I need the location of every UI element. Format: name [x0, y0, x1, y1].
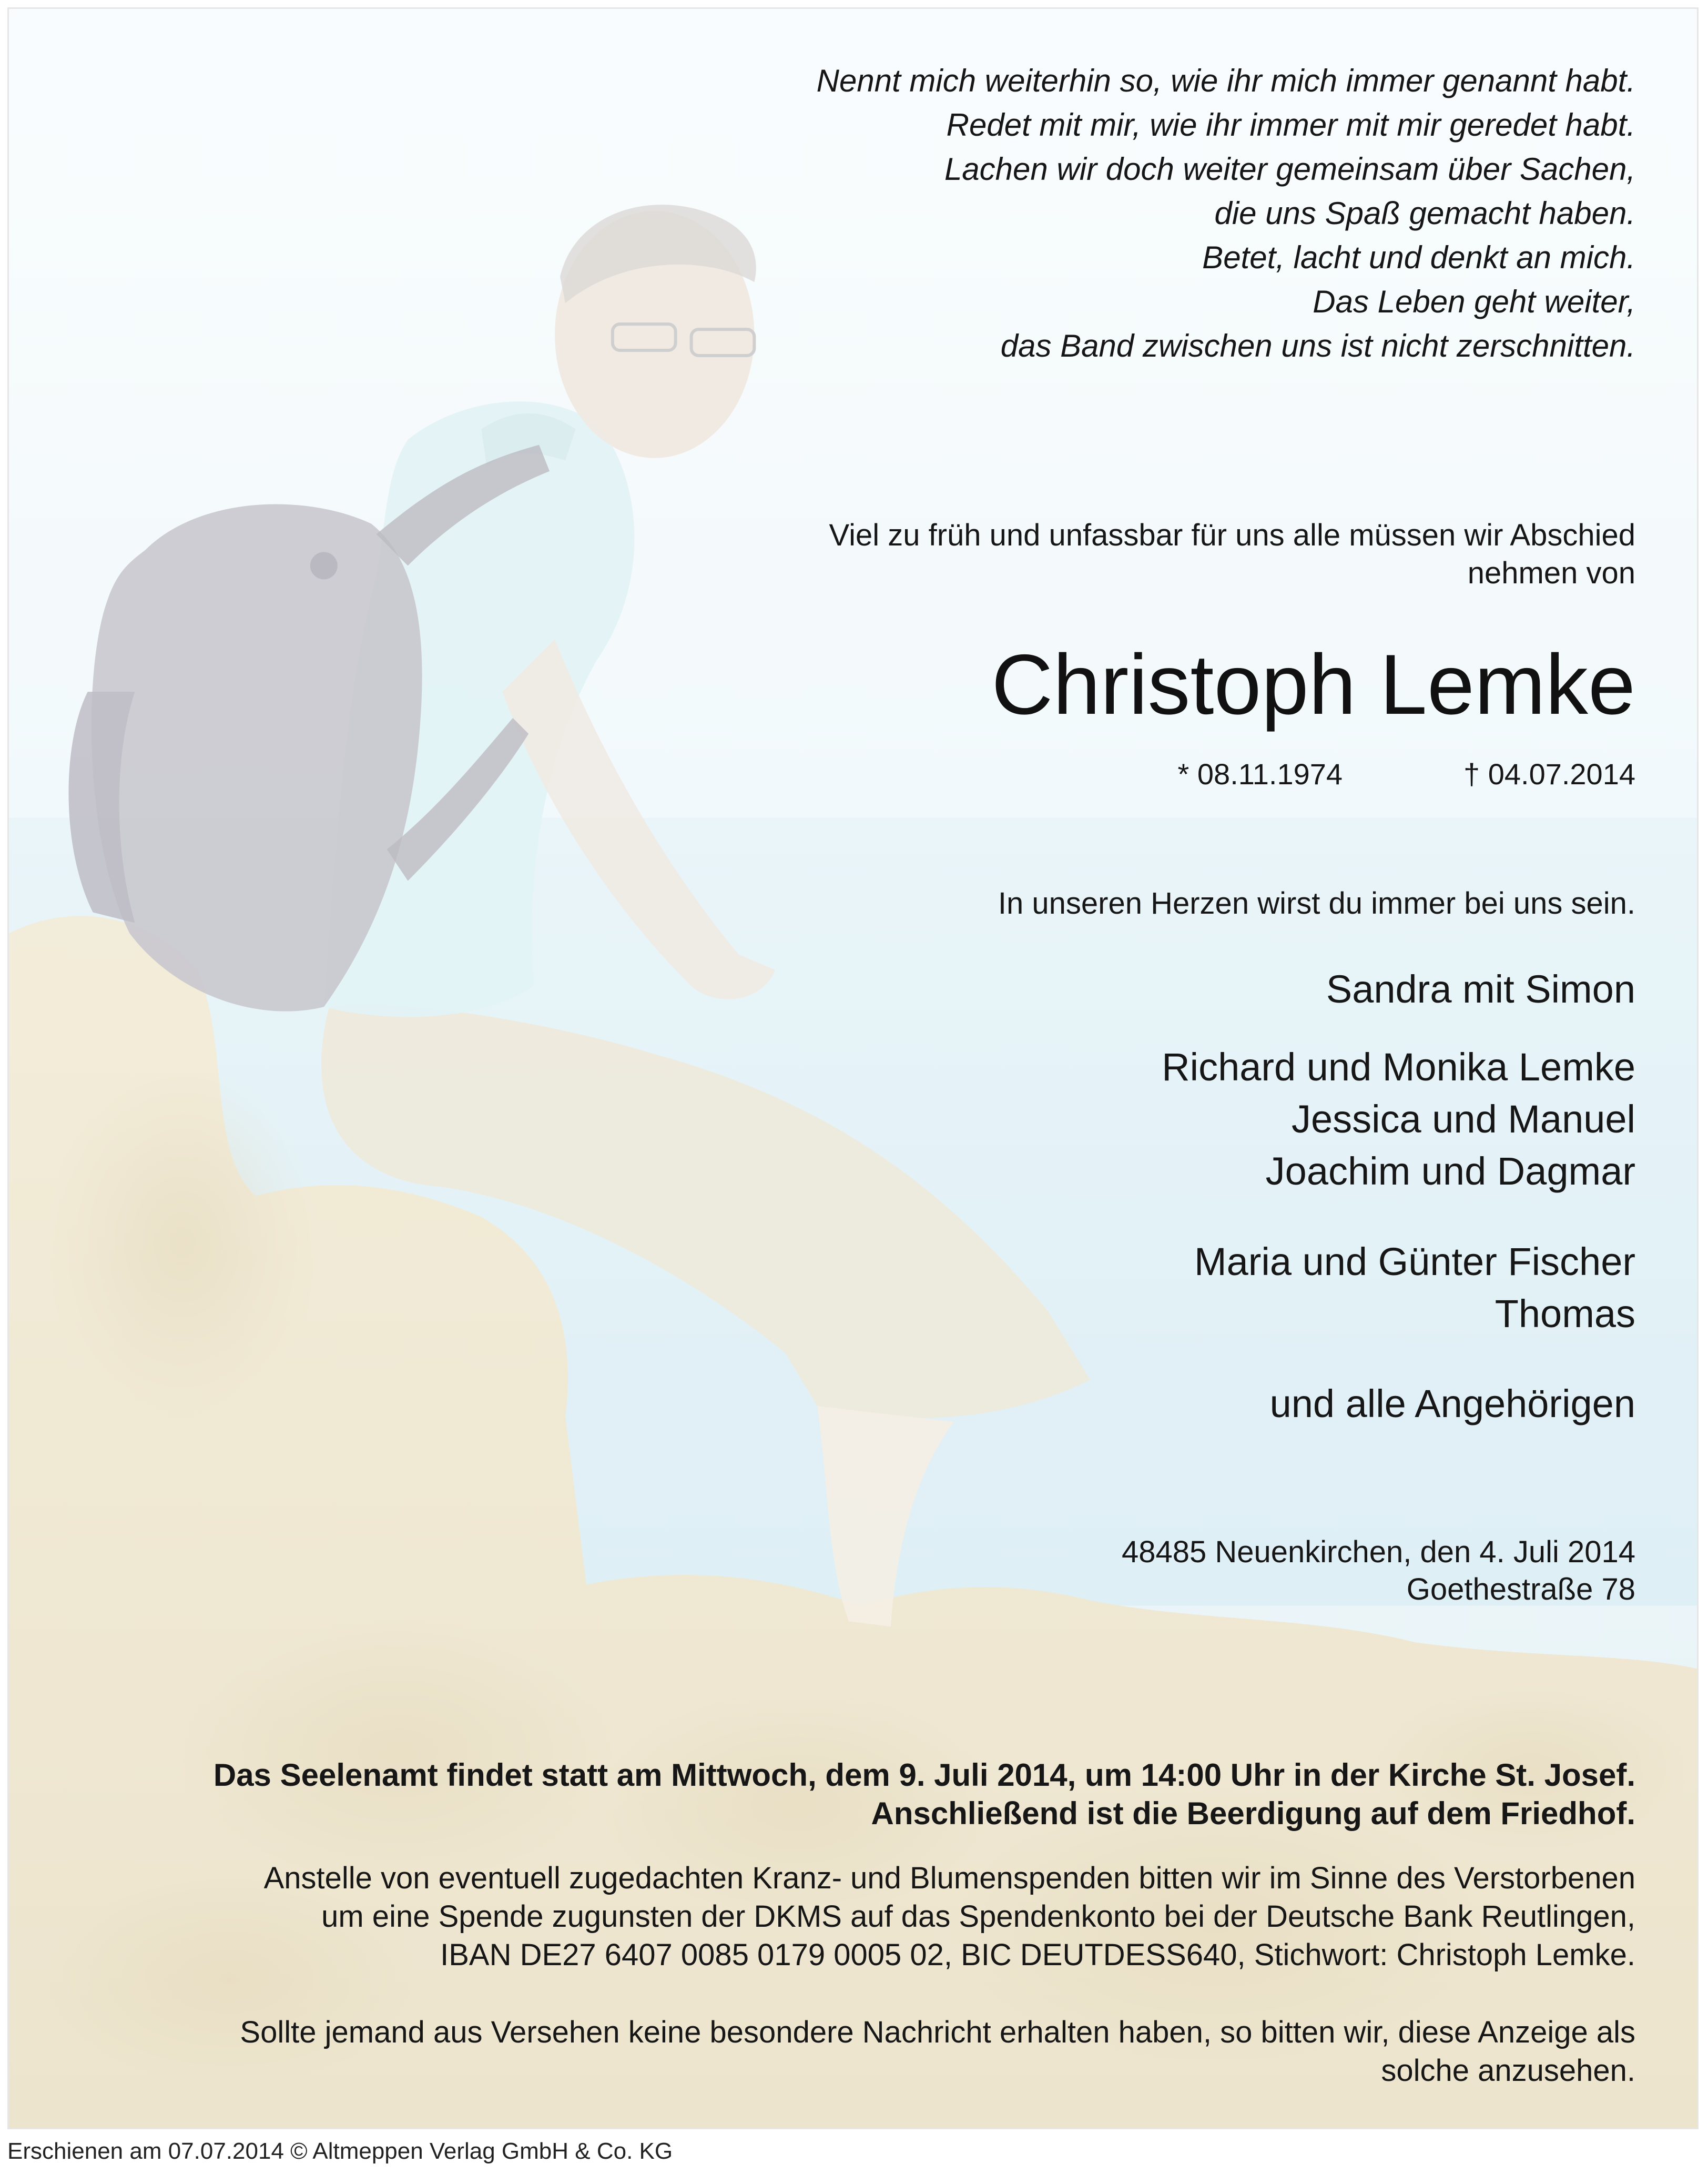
- intro-line: Viel zu früh und unfassbar für uns alle müssen wir Abschied: [829, 518, 1635, 552]
- family-group-1: [1326, 963, 1635, 1015]
- poem-line: die uns Spaß gemacht haben.: [1214, 196, 1635, 231]
- family-group-3: [1194, 1236, 1635, 1340]
- publication-footer: Erschienen am 07.07.2014 © Altmeppen Verlag GmbH & Co. KG: [7, 2138, 673, 2164]
- service-notice-line: Anschließend ist die Beerdigung auf dem Friedhof.: [871, 1796, 1635, 1831]
- poem-line: Das Leben geht weiter,: [1313, 284, 1635, 319]
- poem-line: das Band zwischen uns ist nicht zerschnitten.: [1000, 328, 1635, 363]
- donation-line: um eine Spende zugunsten der DKMS auf das Spendenkonto bei der Deutsche Bank Reutlingen,: [321, 1899, 1635, 1934]
- birth-date: * 08.11.1974: [1177, 757, 1343, 791]
- poem-line: Betet, lacht und denkt an mich.: [1202, 240, 1635, 275]
- deceased-name: Christoph Lemke: [991, 637, 1635, 732]
- closing-line: solche anzusehen.: [1381, 2054, 1635, 2088]
- donation-line: Anstelle von eventuell zugedachten Kranz- und Blumenspenden bitten wir im Sinne des Verstorbenen: [263, 1861, 1635, 1895]
- poem: [817, 59, 1635, 368]
- place-date: 48485 Neuenkirchen, den 4. Juli 2014: [1121, 1535, 1635, 1569]
- place-and-address: [1122, 1533, 1635, 1608]
- closing-note: [240, 2013, 1635, 2090]
- street-address: Goethestraße 78: [1406, 1572, 1635, 1606]
- family-group-4: [1270, 1378, 1635, 1430]
- life-dates: [1178, 756, 1635, 793]
- memorial-motto: In unseren Herzen wirst du immer bei uns sein.: [998, 886, 1635, 921]
- family-group-2: [1162, 1041, 1635, 1197]
- obituary-text: [9, 9, 1697, 2128]
- donation-request: [264, 1859, 1635, 1974]
- service-notice-line: Das Seelenamt findet statt am Mittwoch, dem 9. Juli 2014, um 14:00 Uhr in der Kirche St. Josef.: [213, 1757, 1635, 1793]
- mourner-name: Jessica und Manuel: [1291, 1097, 1635, 1141]
- mourner-name: Richard und Monika Lemke: [1162, 1045, 1635, 1089]
- mourner-name: Sandra mit Simon: [1326, 967, 1635, 1011]
- mourner-name: Maria und Günter Fischer: [1194, 1240, 1635, 1283]
- mourner-name: und alle Angehörigen: [1269, 1382, 1635, 1425]
- donation-line: IBAN DE27 6407 0085 0179 0005 02, BIC DEUTDESS640, Stichwort: Christoph Lemke.: [440, 1938, 1635, 1972]
- poem-line: Nennt mich weiterhin so, wie ihr mich immer genannt habt.: [816, 63, 1635, 98]
- service-notice: [214, 1756, 1635, 1833]
- poem-line: Redet mit mir, wie ihr immer mit mir geredet habt.: [946, 107, 1635, 143]
- intro-line: nehmen von: [1467, 556, 1635, 590]
- mourner-name: Thomas: [1494, 1292, 1635, 1336]
- mourner-name: Joachim und Dagmar: [1265, 1149, 1635, 1193]
- obituary-card: [7, 7, 1699, 2129]
- closing-line: Sollte jemand aus Versehen keine besondere Nachricht erhalten haben, so bitten wir, diese Anzeige als: [240, 2015, 1635, 2049]
- poem-line: Lachen wir doch weiter gemeinsam über Sachen,: [944, 151, 1635, 187]
- intro-text: [829, 517, 1635, 592]
- death-date: † 04.07.2014: [1463, 757, 1635, 791]
